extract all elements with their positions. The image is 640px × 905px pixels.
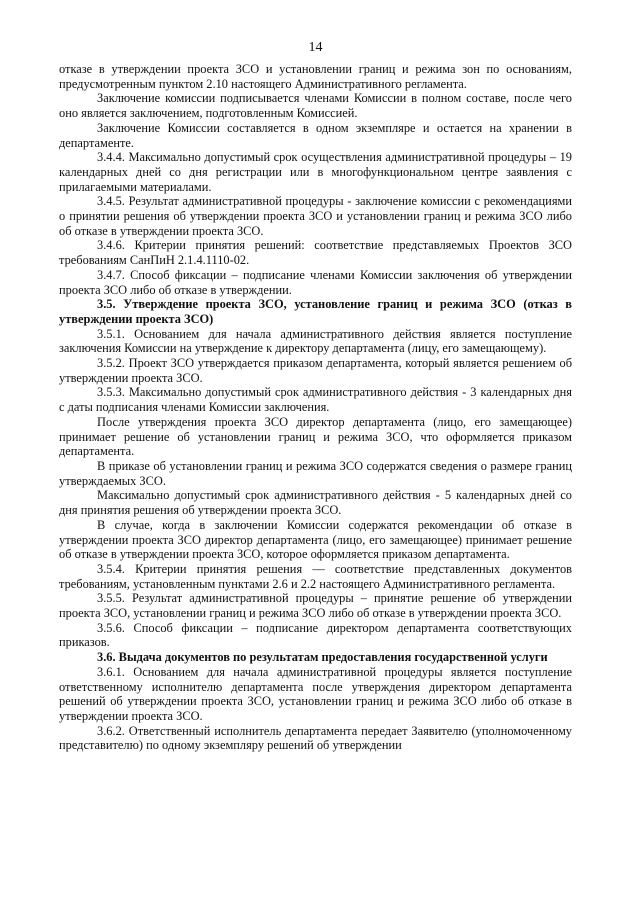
paragraph: В случае, когда в заключении Комиссии содержатся рекомендации об отказе в утверждении проекта ЗСО директор департамента (лицо, его замещающее) принимает решение об отказе в утверждении проекта ЗСО, которое оформляется приказом департамента. (59, 517, 572, 562)
section-heading: 3.6. Выдача документов по результатам предоставления государственной услуги (97, 650, 548, 665)
paragraph: После утверждения проекта ЗСО директор департамента (лицо, его замещающее) принимает решение об установлении границ и режима ЗСО, что оформляется приказом департамента. (59, 414, 572, 459)
paragraph: 3.5.5. Результат административной процедуры – принятие решение об утверждении проекта ЗСО, установлении границ и режима ЗСО либо об отказе в утверждении проекта ЗСО. (59, 591, 572, 621)
paragraph: Заключение комиссии подписывается членами Комиссии в полном составе, после чего оно является заключением, подготовленным Комиссией. (59, 91, 572, 121)
paragraph: 3.5.6. Способ фиксации – подписание директором департамента соответствующих приказов. (59, 620, 572, 650)
paragraph: 3.5.2. Проект ЗСО утверждается приказом департамента, который является решением об утверждении проекта ЗСО. (59, 356, 572, 385)
paragraph: 3.5.3. Максимально допустимый срок административного действия - 3 календарных дня с даты подписания членами Комиссии заключения. (59, 385, 572, 415)
paragraph: Заключение Комиссии составляется в одном экземпляре и остается на хранении в департаменте. (59, 120, 572, 150)
paragraph: 3.6.1. Основанием для начала административной процедуры является поступление ответственному исполнителю департамента после утверждения директором департамента решений об утверждении проекта ЗСО, установлении границ и режима ЗСО либо об отказе в утверждении проекта ЗСО. (59, 664, 572, 723)
paragraph: Максимально допустимый срок административного действия - 5 календарных дней со дня принятия решения об утверждении проекта ЗСО. (59, 488, 572, 518)
paragraph: 3.4.7. Способ фиксации – подписание членами Комиссии заключения об утверждении проекта ЗСО либо об отказе в утверждении. (59, 267, 572, 297)
document-body (59, 62, 572, 753)
paragraph: 3.4.6. Критерии принятия решений: соответствие представляемых Проектов ЗСО требованиям СанПиН 2.1.4.1110-02. (59, 238, 572, 268)
section-heading: 3.5. Утверждение проекта ЗСО, установление границ и режима ЗСО (отказ в утверждении проекта ЗСО) (59, 297, 572, 326)
paragraph: 3.6.2. Ответственный исполнитель департамента передает Заявителю (уполномоченному представителю) по одному экземпляру решений об утверждении (59, 723, 572, 753)
paragraph: 3.4.5. Результат административной процедуры - заключение комиссии с рекомендациями о принятии решения об утверждении проекта ЗСО и установлении границ и режима ЗСО либо об отказе в утверждении проекта ЗСО. (59, 194, 572, 238)
paragraph: В приказе об установлении границ и режима ЗСО содержатся сведения о размере границ утверждаемых ЗСО. (59, 458, 572, 488)
paragraph: отказе в утверждении проекта ЗСО и установлении границ и режима зон по основаниям, предусмотренным пунктом 2.10 настоящего Административного регламента. (59, 62, 572, 91)
paragraph: 3.5.1. Основанием для начала административного действия является поступление заключения Комиссии на утверждение к директору департамента (лицу, его замещающему). (59, 326, 572, 356)
page-number: 14 (308, 40, 323, 55)
paragraph: 3.5.4. Критерии принятия решения — соответствие представленных документов требованиям, установленным пунктами 2.6 и 2.2 настоящего Административного регламента. (59, 561, 572, 591)
paragraph: 3.4.4. Максимально допустимый срок осуществления административной процедуры – 19 календарных дней со дня регистрации или в многофункциональном центре заявления с прилагаемыми материалами. (59, 150, 572, 194)
